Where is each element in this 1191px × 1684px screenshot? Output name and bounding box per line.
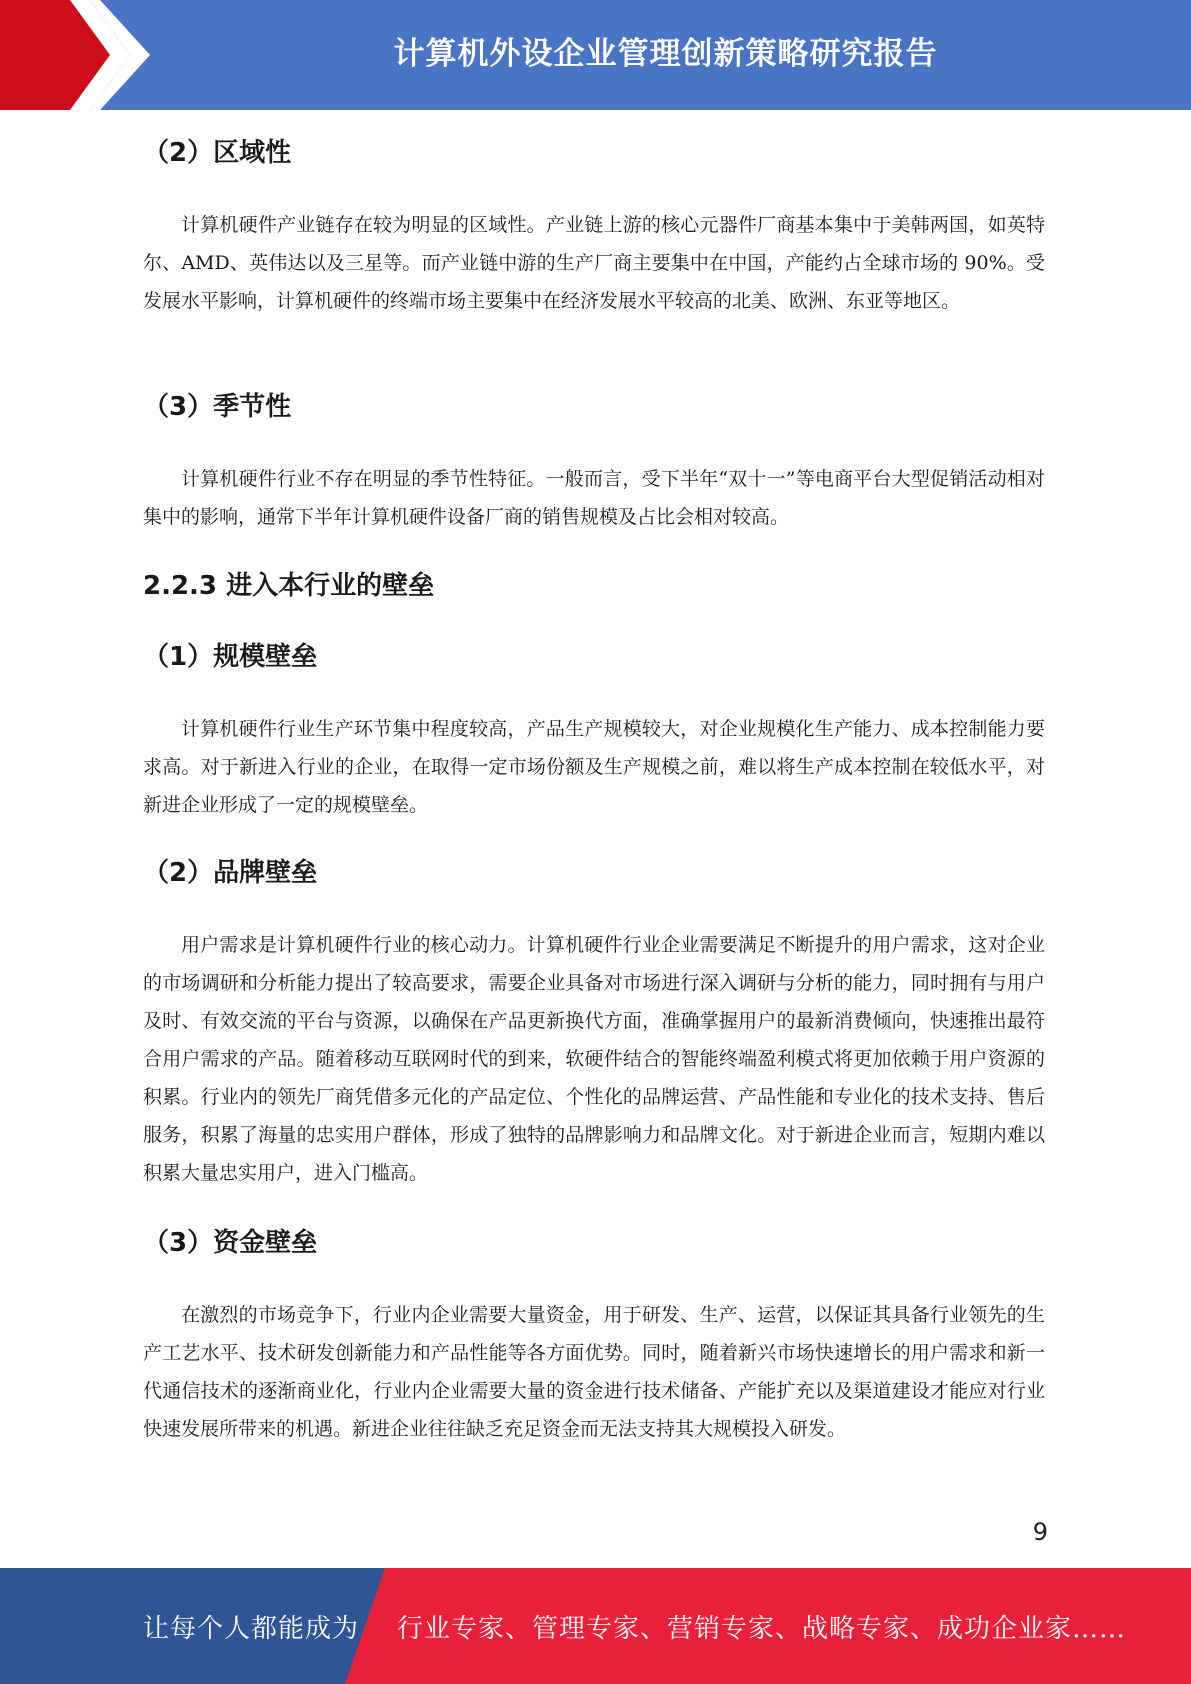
subheading-regional: （2）区域性 [143, 138, 292, 168]
subheading-brand-barrier: （2）品牌壁垒 [143, 858, 318, 888]
paragraph-regional: 计算机硬件产业链存在较为明显的区域性。产业链上游的核心元器件厂商基本集中于美韩两国，如英特尔、AMD、英伟达以及三星等。而产业链中游的生产厂商主要集中在中国，产能约占全球市场的 90%。受发展水平影响，计算机硬件的终端市场主要集中在经济发展水平较高的北美、欧洲、东亚等地区。 [143, 214, 1045, 312]
paragraph-seasonal: 计算机硬件行业不存在明显的季节性特征。一般而言，受下半年“双十一”等电商平台大型促销活动相对集中的影响，通常下半年计算机硬件设备厂商的销售规模及占比会相对较高。 [143, 468, 1045, 528]
subheading-seasonal: （3）季节性 [143, 392, 292, 422]
subheading-scale-barrier: （1）规模壁垒 [143, 642, 318, 672]
paragraph-brand-barrier: 用户需求是计算机硬件行业的核心动力。计算机硬件行业企业需要满足不断提升的用户需求，这对企业的市场调研和分析能力提出了较高要求，需要企业具备对市场进行深入调研与分析的能力，同时拥有与用户及时、有效交流的平台与资源，以确保在产品更新换代方面，准确掌握用户的最新消费倾向，快速推出最符合用户需求的产品。随着移动互联网时代的到来，软硬件结合的智能终端盈利模式将更加依赖于用户资源的积累。行业内的领先厂商凭借多元化的产品定位、个性化的品牌运营、产品性能和专业化的技术支持、售后服务，积累了海量的忠实用户群体，形成了独特的品牌影响力和品牌文化。对于新进企业而言，短期内难以积累大量忠实用户，进入门槛高。 [143, 934, 1045, 1184]
report-title: 计算机外设企业管理创新策略研究报告 [393, 35, 938, 72]
section-heading-barriers: 2.2.3 进入本行业的壁垒 [143, 571, 435, 601]
footer-band [0, 1568, 1191, 1684]
header-band [0, 0, 1191, 110]
footer-slogan-left: 让每个人都能成为 [143, 1613, 360, 1644]
header-chevron-decoration [0, 0, 160, 110]
subheading-capital-barrier: （3）资金壁垒 [143, 1228, 318, 1258]
paragraph-capital-barrier: 在激烈的市场竞争下，行业内企业需要大量资金，用于研发、生产、运营，以保证其具备行业领先的生产工艺水平、技术研发创新能力和产品性能等各方面优势。同时，随着新兴市场快速增长的用户需求和新一代通信技术的逐渐商业化，行业内企业需要大量的资金进行技术储备、产能扩充以及渠道建设才能应对行业快速发展所带来的机遇。新进企业往往缺乏充足资金而无法支持其大规模投入研发。 [143, 1304, 1045, 1440]
paragraph-scale-barrier: 计算机硬件行业生产环节集中程度较高，产品生产规模较大，对企业规模化生产能力、成本控制能力要求高。对于新进入行业的企业，在取得一定市场份额及生产规模之前，难以将生产成本控制在较低水平，对新进企业形成了一定的规模壁垒。 [143, 718, 1045, 816]
footer-slogan-right: 行业专家、管理专家、营销专家、战略专家、成功企业家…… [397, 1613, 1127, 1644]
page-number: 9 [1032, 1518, 1048, 1546]
